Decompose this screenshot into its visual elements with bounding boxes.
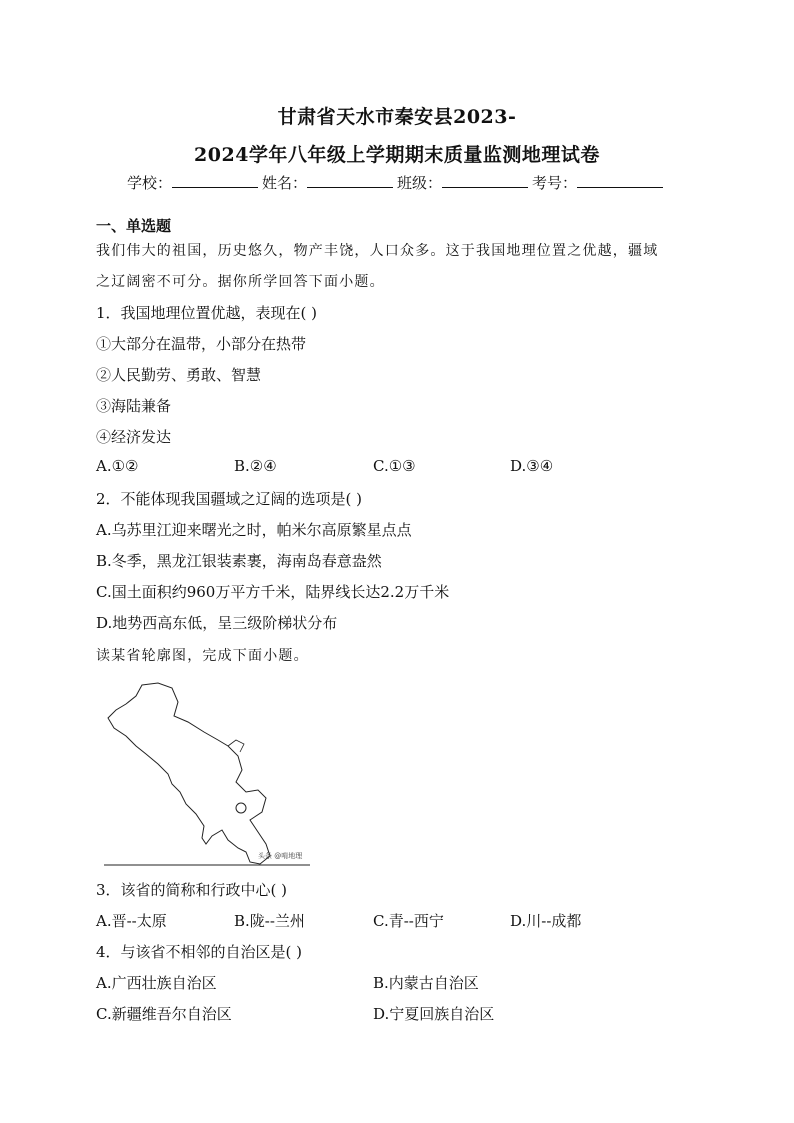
exam-no-blank[interactable] [577,173,663,188]
q1-option-a[interactable]: A.①② [96,457,139,475]
province-outline [108,683,270,864]
school-label: 学校： [126,174,172,192]
q1-option-d[interactable]: D.③④ [510,457,554,475]
q2-option-a[interactable]: A.乌苏里江迎来曙光之时，帕米尔高原繁星点点 [96,521,412,539]
province-outline-map [100,680,315,870]
q3-option-d[interactable]: D.川--成都 [510,912,582,930]
group1-intro-line2: 之辽阔密不可分。据你所学回答下面小题。 [96,274,385,290]
capital-marker-icon [236,803,246,813]
school-blank[interactable] [172,173,258,188]
section-heading: 一、单选题 [96,217,172,235]
exam-no-label: 考号： [532,174,578,192]
q4-option-a[interactable]: A.广西壮族自治区 [96,974,217,992]
q4-option-d[interactable]: D.宁夏回族自治区 [373,1005,495,1023]
name-label: 姓名： [261,174,307,192]
q4-stem: 4．与该省不相邻的自治区是( ) [96,943,303,961]
q1-item-3: ③海陆兼备 [96,397,172,415]
group1-intro-line1: 我们伟大的祖国，历史悠久，物产丰饶，人口众多。这于我国地理位置之优越，疆域 [96,243,659,259]
student-info-row [0,172,794,193]
q4-option-b[interactable]: B.内蒙古自治区 [373,974,479,992]
exam-title-line1: 甘肃省天水市秦安县2023- [277,106,517,128]
class-label: 班级： [397,174,443,192]
exam-title-line2: 2024学年八年级上学期期末质量监测地理试卷 [194,144,600,166]
q3-option-b[interactable]: B.陇--兰州 [234,912,305,930]
q2-option-b[interactable]: B.冬季，黑龙江银装素裹，海南岛春意盎然 [96,552,382,570]
q4-option-c[interactable]: C.新疆维吾尔自治区 [96,1005,232,1023]
q3-option-c[interactable]: C.青--西宁 [373,912,444,930]
q2-option-d[interactable]: D.地势西高东低，呈三级阶梯状分布 [96,614,338,632]
q3-stem: 3．该省的简称和行政中心( ) [96,881,288,899]
map-watermark: 头条 @啃地理 [258,852,303,860]
q2-option-c[interactable]: C.国土面积约960万平方千米，陆界线长达2.2万千米 [96,583,450,601]
group2-intro: 读某省轮廓图，完成下面小题。 [96,648,309,664]
class-blank[interactable] [442,173,528,188]
q2-stem: 2．不能体现我国疆域之辽阔的选项是( ) [96,490,363,508]
q1-stem: 1．我国地理位置优越，表现在( ) [96,304,318,322]
q1-item-1: ①大部分在温带，小部分在热带 [96,335,307,353]
inner-border [228,740,244,752]
q1-item-4: ④经济发达 [96,428,172,446]
q1-item-2: ②人民勤劳、勇敢、智慧 [96,366,262,384]
q3-option-a[interactable]: A.晋--太原 [96,912,167,930]
name-blank[interactable] [307,173,393,188]
q1-option-c[interactable]: C.①③ [373,457,416,475]
q1-option-b[interactable]: B.②④ [234,457,277,475]
